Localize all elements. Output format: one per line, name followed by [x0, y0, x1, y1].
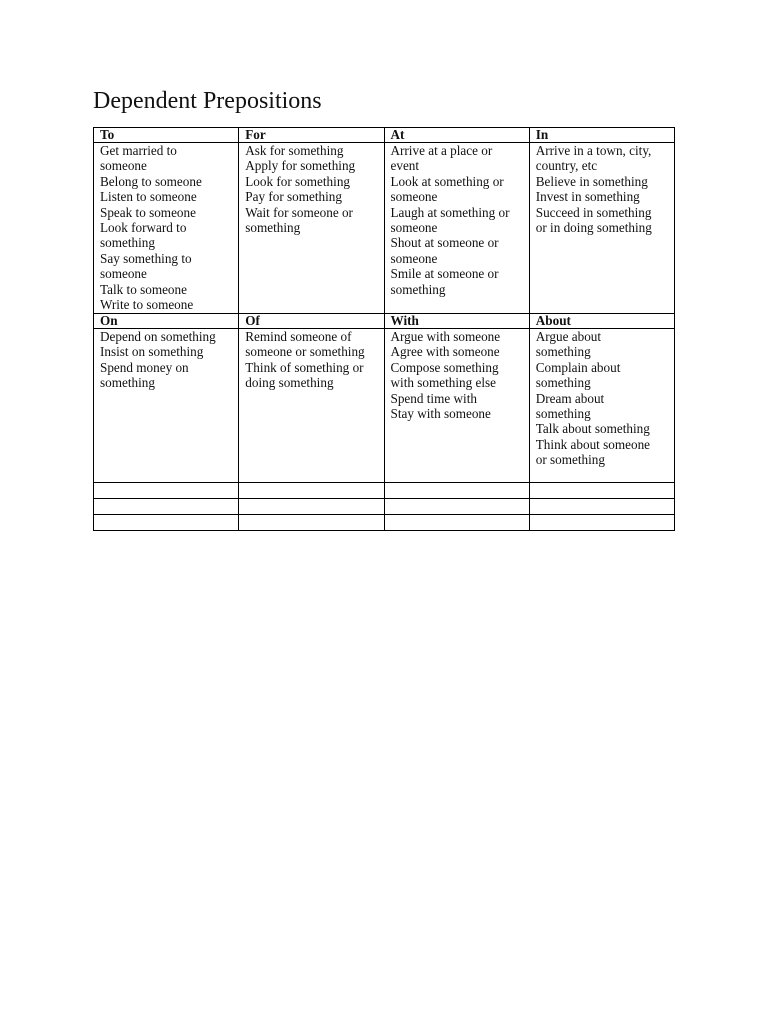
- cell-line: Apply for something: [245, 158, 356, 174]
- cell-line: Think of something or: [245, 359, 364, 375]
- cell-line: someone: [390, 250, 438, 266]
- cell-line: Spend time with: [390, 390, 477, 406]
- column-header: At: [384, 128, 529, 143]
- column-header: On: [94, 314, 239, 329]
- cell-line: Ask for something: [245, 143, 344, 158]
- cell-line: Look for something: [245, 173, 351, 189]
- cell-line: Pay for something: [245, 189, 342, 205]
- empty-cell: [94, 483, 239, 499]
- cell-line: something: [100, 375, 155, 391]
- cell-line: something: [535, 344, 591, 360]
- cell-line: Shout at someone or: [390, 235, 499, 251]
- cell-line: Listen to someone: [100, 189, 197, 205]
- table-cell: [384, 329, 529, 483]
- cell-line: with something else: [390, 375, 496, 391]
- table-cell: [529, 143, 674, 314]
- cell-line: Laugh at something or: [390, 204, 510, 220]
- table-header-row: [94, 314, 675, 329]
- cell-line: or something: [535, 452, 605, 468]
- cell-line: Stay with someone: [390, 406, 491, 422]
- column-header: With: [384, 314, 529, 329]
- column-header: About: [529, 314, 674, 329]
- cell-line: someone: [100, 158, 147, 174]
- cell-line: Depend on something: [100, 329, 216, 344]
- table-row: [94, 143, 675, 314]
- cell-line: Invest in something: [535, 189, 640, 205]
- cell-line: something: [535, 406, 591, 422]
- cell-line: Arrive at a place or: [390, 143, 493, 158]
- cell-line: Wait for someone or: [245, 204, 353, 220]
- cell-line: something: [100, 235, 155, 251]
- cell-line: Spend money on: [100, 359, 189, 375]
- empty-cell: [529, 499, 674, 515]
- empty-cell: [94, 515, 239, 531]
- cell-line: someone: [390, 220, 438, 236]
- cell-line: Insist on something: [100, 344, 204, 360]
- cell-line: Speak to someone: [100, 204, 196, 220]
- empty-cell: [384, 499, 529, 515]
- cell-line: Say something to: [100, 250, 192, 266]
- cell-line: Smile at someone or: [390, 266, 499, 282]
- cell-line: Talk about something: [535, 421, 650, 437]
- empty-cell: [239, 515, 384, 531]
- empty-cell: [239, 499, 384, 515]
- cell-line: someone: [390, 189, 438, 205]
- cell-line: Argue about: [535, 329, 602, 344]
- column-header: To: [94, 128, 239, 143]
- cell-line: something: [390, 281, 446, 297]
- cell-line: Belong to someone: [100, 173, 202, 189]
- empty-cell: [384, 483, 529, 499]
- cell-line: Look forward to: [100, 220, 187, 236]
- cell-line: Write to someone: [100, 297, 194, 313]
- cell-line: Argue with someone: [390, 329, 501, 344]
- cell-line: Believe in something: [535, 173, 648, 189]
- table-row: [94, 329, 675, 483]
- page-title: Dependent Prepositions: [93, 88, 322, 114]
- empty-cell: [529, 483, 674, 499]
- cell-line: event: [390, 158, 420, 174]
- cell-line: Complain about: [535, 359, 621, 375]
- cell-line: Look at something or: [390, 173, 504, 189]
- cell-line: Dream about: [535, 390, 605, 406]
- cell-line: Arrive in a town, city,: [535, 143, 652, 158]
- empty-table-row: [94, 515, 675, 531]
- cell-line: someone or something: [245, 344, 365, 360]
- empty-table-row: [94, 483, 675, 499]
- table-cell: [239, 143, 384, 314]
- cell-line: Succeed in something: [535, 204, 652, 220]
- empty-cell: [239, 483, 384, 499]
- table-cell: [529, 329, 674, 483]
- table-cell: [384, 143, 529, 314]
- column-header: For: [239, 128, 384, 143]
- table-cell: [94, 143, 239, 314]
- empty-cell: [94, 499, 239, 515]
- cell-line: Get married to: [100, 143, 177, 158]
- empty-table-row: [94, 499, 675, 515]
- empty-cell: [384, 515, 529, 531]
- table-header-row: [94, 128, 675, 143]
- cell-line: Agree with someone: [390, 344, 500, 360]
- column-header: In: [529, 128, 674, 143]
- cell-line: something: [245, 220, 301, 236]
- table-cell: [239, 329, 384, 483]
- empty-cell: [529, 515, 674, 531]
- cell-line: or in doing something: [535, 220, 652, 236]
- cell-line: Remind someone of: [245, 329, 352, 344]
- table-cell: [94, 329, 239, 483]
- cell-line: Think about someone: [535, 436, 651, 452]
- cell-line: country, etc: [535, 158, 598, 174]
- column-header: Of: [239, 314, 384, 329]
- cell-line: Compose something: [390, 359, 499, 375]
- cell-line: doing something: [245, 375, 334, 391]
- cell-line: Talk to someone: [100, 281, 187, 297]
- prepositions-table: [93, 127, 675, 531]
- cell-line: someone: [100, 266, 147, 282]
- cell-line: something: [535, 375, 591, 391]
